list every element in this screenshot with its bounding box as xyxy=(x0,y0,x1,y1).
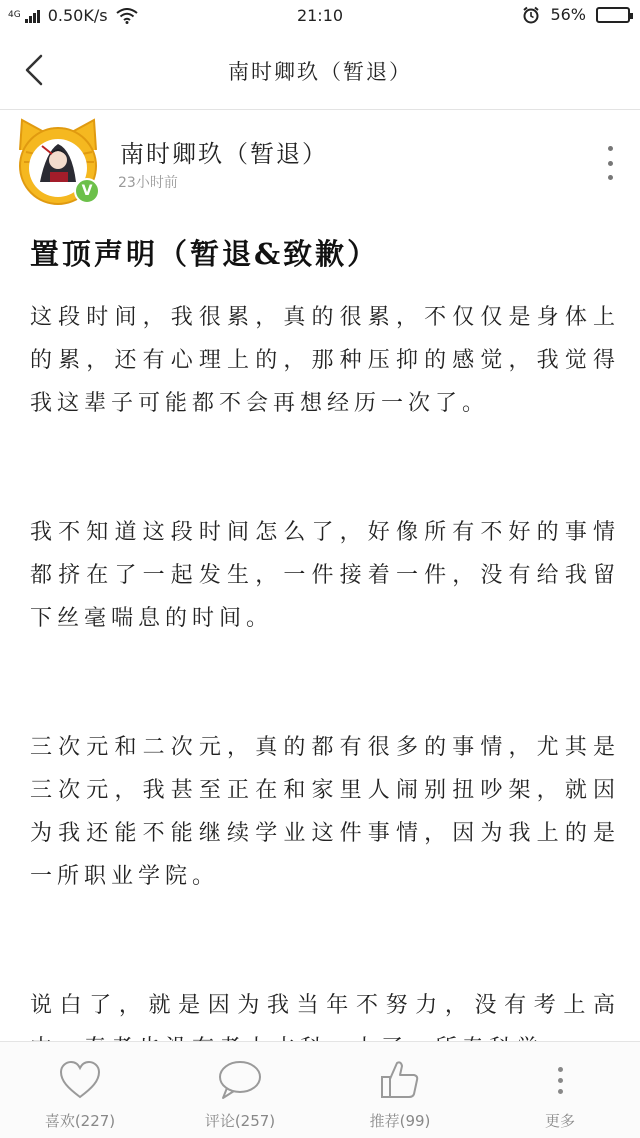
dot-icon xyxy=(608,175,613,180)
heart-icon xyxy=(58,1058,102,1102)
dot-icon xyxy=(608,146,613,151)
dot-icon xyxy=(608,161,613,166)
post-content xyxy=(30,296,620,1138)
avatar[interactable] xyxy=(12,116,104,208)
like-button[interactable] xyxy=(0,1042,160,1138)
comment-label: 评论(257) xyxy=(204,1112,276,1130)
app-header xyxy=(0,32,640,110)
verified-badge: V xyxy=(74,178,100,204)
paragraph: 三次元和二次元，真的都有很多的事情，尤其是三次元，我甚至正在和家里人闹别扭吵架，就因为我还能不能继续学业这件事情，因为我上的是一所职业学院。 xyxy=(30,735,620,889)
more-vertical-icon xyxy=(558,1058,563,1102)
network-type: 4G xyxy=(8,10,21,20)
recommend-button[interactable] xyxy=(320,1042,480,1138)
more-label: 更多 xyxy=(544,1112,575,1130)
alarm-icon xyxy=(522,6,540,24)
author-row xyxy=(0,110,640,220)
status-bar xyxy=(0,0,640,32)
bottom-action-bar xyxy=(0,1041,640,1138)
author-name[interactable]: 南时卿玖（暂退） xyxy=(120,140,328,168)
post-time: 23小时前 xyxy=(118,175,178,191)
paragraph: 说白了，就是因为我当年不努力，没有考上高 xyxy=(30,993,620,1018)
thumbs-up-icon xyxy=(379,1058,421,1102)
recommend-label: 推荐(99) xyxy=(369,1112,431,1130)
battery-percent: 56% xyxy=(550,5,586,24)
more-button[interactable] xyxy=(480,1042,640,1138)
battery-icon xyxy=(596,7,630,23)
network-speed: 0.50K/s xyxy=(47,6,108,25)
post-title: 置顶声明（暂退&致歉） xyxy=(30,237,380,271)
status-right xyxy=(522,5,630,24)
comment-button[interactable] xyxy=(160,1042,320,1138)
header-title: 南时卿玖（暂退） xyxy=(228,60,412,84)
comment-bubble-icon xyxy=(217,1058,263,1102)
paragraph: 这段时间，我很累，真的很累，不仅仅是身体上的累，还有心理上的，那种压抑的感觉，我觉得我这辈子可能都不会再想经历一次了。 xyxy=(30,305,620,416)
paragraph: 我不知道这段时间怎么了，好像所有不好的事情都挤在了一起发生，一件接着一件，没有给我留下丝毫喘息的时间。 xyxy=(30,520,620,631)
like-label: 喜欢(227) xyxy=(44,1112,116,1130)
clock: 21:10 xyxy=(296,6,344,25)
more-options-button[interactable] xyxy=(602,146,618,180)
